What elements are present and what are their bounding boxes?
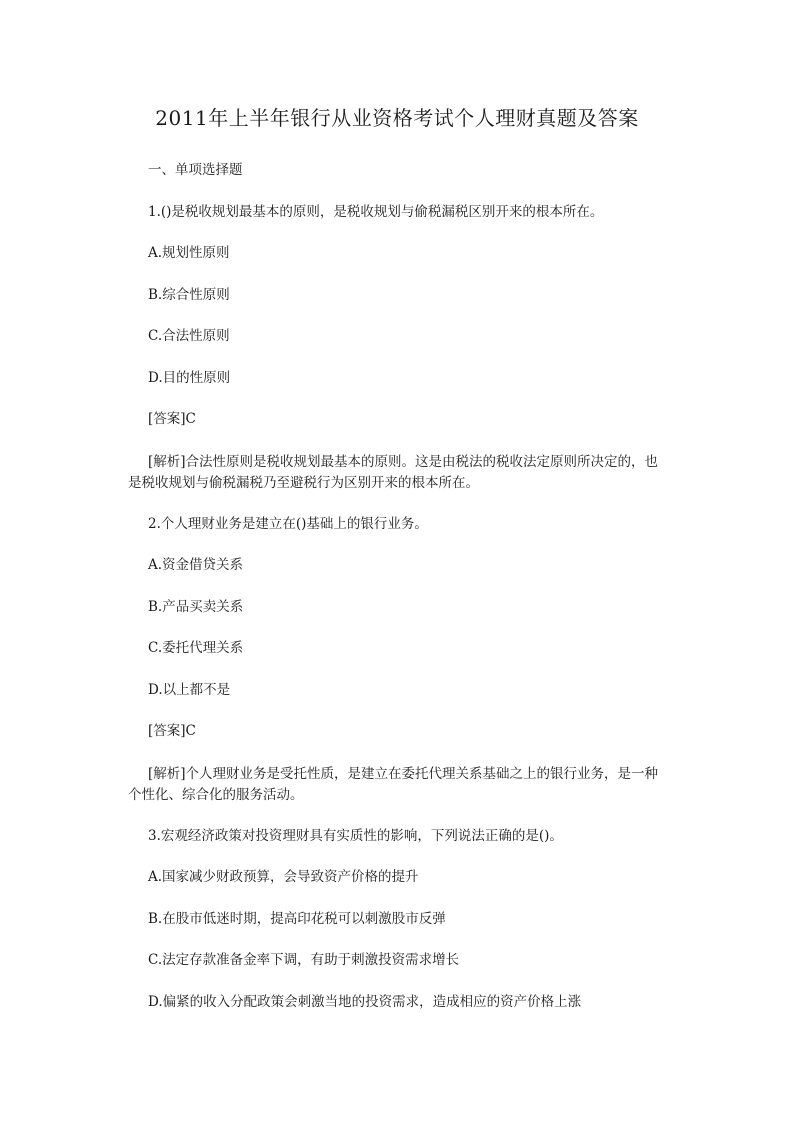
question-3-option-a: A.国家减少财政预算，会导致资产价格的提升 bbox=[148, 869, 419, 885]
question-2-analysis: [解析]个人理财业务是受托性质，是建立在委托代理关系基础之上的银行业务，是一种个性化、综合化的服务活动。 bbox=[128, 766, 659, 803]
question-1-analysis: [解析]合法性原则是税收规划最基本的原则。这是由税法的税收法定原则所决定的，也是税收规划与偷税漏税乃至避税行为区别开来的根本所在。 bbox=[128, 454, 659, 491]
question-2-option-d: D.以上都不是 bbox=[148, 682, 231, 698]
question-2-option-a: A.资金借贷关系 bbox=[148, 557, 244, 573]
section-heading: 一、单项选择题 bbox=[148, 162, 243, 178]
question-2-stem: 2.个人理财业务是建立在()基础上的银行业务。 bbox=[148, 516, 428, 532]
question-3-option-d: D.偏紧的收入分配政策会刺激当地的投资需求，造成相应的资产价格上涨 bbox=[148, 994, 582, 1010]
question-1-option-c: C.合法性原则 bbox=[148, 328, 230, 344]
question-3-option-c: C.法定存款准备金率下调，有助于刺激投资需求增长 bbox=[148, 952, 460, 968]
question-3-option-b: B.在股市低迷时期，提高印花税可以刺激股市反弹 bbox=[148, 911, 446, 927]
document-title: 2011年上半年银行从业资格考试个人理财真题及答案 bbox=[155, 106, 639, 130]
question-1-answer: [答案]C bbox=[148, 411, 196, 427]
question-2-option-c: C.委托代理关系 bbox=[148, 640, 244, 656]
question-3-stem: 3.宏观经济政策对投资理财具有实质性的影响，下列说法正确的是()。 bbox=[148, 828, 563, 844]
question-1-option-d: D.目的性原则 bbox=[148, 370, 231, 386]
question-2-option-b: B.产品买卖关系 bbox=[148, 599, 244, 615]
question-1-option-b: B.综合性原则 bbox=[148, 287, 230, 303]
question-2-answer: [答案]C bbox=[148, 723, 196, 739]
question-1-option-a: A.规划性原则 bbox=[148, 245, 230, 261]
question-1-stem: 1.()是税收规划最基本的原则，是税收规划与偷税漏税区别开来的根本所在。 bbox=[148, 204, 604, 220]
